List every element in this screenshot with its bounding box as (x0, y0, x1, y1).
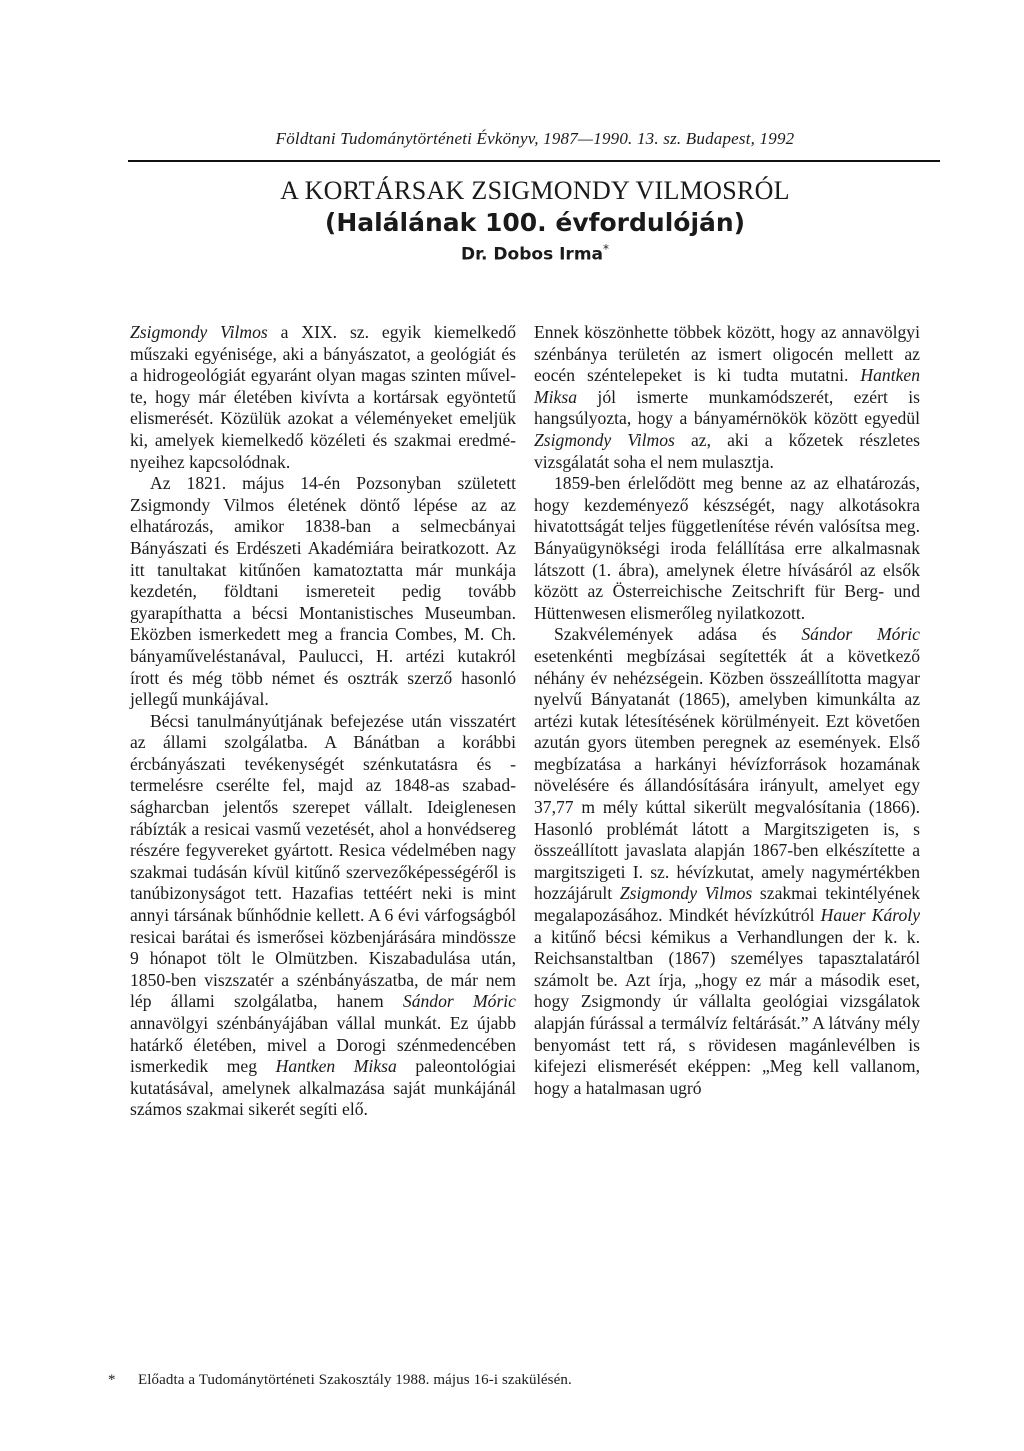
paragraph-text: paleontológiai kutatásával, amelynek alkalmazása saját munkájánál számos szakmai sikerét segíti elő. (130, 1056, 516, 1120)
paragraph-text: Ennek köszönhette többek között, hogy az annavölgyi szénbánya területén az ismert oligocén mellett az eocén széntelepeket is ki tudta mutatni. (534, 322, 920, 386)
footnote-mark: * (108, 1372, 116, 1388)
person-name: Hauer Károly (820, 905, 920, 926)
paragraph (130, 711, 516, 1121)
paragraph-text: esetenkénti megbízásai segítették át a következő néhány év nehézségein. Közben összeállította magyar nyelvű Bányatanát (1865), amelyben kimunkálta az artézi kutak létesítésének körülményeit. Ezt követően azután gyors ütemben peregnek az események. Első megbízatása a harkányi hévízforrások hozamának növelésére és állandósítására irányult, amelyet egy 37,77 m mély kúttal sikerült megvalósítania (1866). Hasonló problémát látott a Margitszigeten is, s összeállított javaslata alapján 1867-ben elkészítette a margitszigeti I. sz. hévízkutat, amely nagymértékben hozzájárult (534, 645, 920, 904)
paragraph-text: Szakvélemények adása és (554, 624, 802, 645)
person-name: Hantken Miksa (534, 365, 920, 407)
person-name: Zsigmondy Vilmos (619, 883, 753, 904)
running-head: Földtani Tudománytörténeti Évkönyv, 1987—1990. 13. sz. Budapest, 1992 (275, 129, 795, 148)
paragraph-text: 1859-ben érlelődött meg benne az az elhatározás, hogy kezdeményező készségét, nagy alkotásokra hivatottságát teljes függetlenítése révén valósítsa meg. Bányaügynökségi iroda felállítása erre alkalmasnak látszott (1. ábra), amelynek életre hívásáról az elsők között az Österreichische Zeitschrift für Berg- und Hüttenwesen elismerőleg nyilatkozott. (534, 473, 920, 623)
paragraph (534, 624, 920, 1099)
paragraph-text: annavölgyi szénbányájában vállal munkát. Ez újabb határkő életében, mivel a Dorogi szénmedencében ismerkedik meg (130, 1013, 516, 1077)
header-rule (128, 160, 940, 162)
article-title: A KORTÁRSAK ZSIGMONDY VILMOSRÓL (280, 176, 790, 205)
person-name: Hantken Miksa (275, 1056, 397, 1077)
paragraph-text: a XIX. sz. egyik kiemelkedő műszaki egyénisége, aki a bányászatot, a geológiát és a hidrogeológiát egyaránt olyan magas szinten művelte, hogy már életében kivívta a kortársak egyöntetű elismerését. Közülük azokat a véleményeket emeljük ki, amelyek kiemelkedő közéleti és szakmai eredményeihez kapcsolódnak. (130, 322, 517, 472)
paragraph (130, 322, 516, 473)
paragraph-text: jól ismerte munkamódszerét, ezért is hangsúlyozta, hogy a bányamérnökök között egyedül (534, 386, 920, 429)
author-name: Dr. Dobos Irma (460, 244, 604, 265)
article-subtitle: (Halálának 100. évfordulóján) (324, 208, 746, 237)
person-name: Sándor Móric (402, 991, 516, 1012)
paragraph (130, 473, 516, 711)
paragraph (534, 322, 920, 473)
paragraph-text: az, aki a kőzetek részletes vizsgálatát soha el nem mulasztja. (534, 429, 920, 472)
person-name: Sándor Móric (801, 624, 920, 645)
article-author (130, 242, 940, 265)
left-column (130, 322, 516, 1121)
person-name: Zsigmondy Vilmos (534, 429, 675, 450)
paragraph (534, 473, 920, 624)
footnote-text: Előadta a Tudománytörténeti Szakosztály 1988. május 16-i szakülésén. (138, 1372, 572, 1388)
right-column (534, 322, 920, 1099)
paragraph-text: Bécsi tanulmányútjának befejezése után visszatért az állami szolgálatba. A Bánátban a korábbi ércbányászati tevékenységét szénkutatásra és -termelésre cserélte fel, majd az 1848-as szabadságharcban jelentős szerepet vállalt. Ideiglenesen rábízták a resicai vasmű vezetését, ahol a honvédsereg részére fegyvereket gyártott. Resica védelmében nagy szakmai tudásán kívül kitűnő szervezőképességéről is tanúbizonyságot tett. Hazafias tettéért neki is mint annyi társának bűnhődnie kellett. A 6 évi várfogságból resicai barátai és ismerősei közbenjárására mindössze 9 hónapot tölt le Olmützben. Kiszabadulása után, 1850-ben viszszatér a szénbányászatba, de már nem lép állami szolgálatba, hanem (130, 710, 516, 1012)
author-footnote-mark: * (603, 242, 610, 256)
paragraph-text: szakmai tekintélyének megalapozásához. Mindkét hévízkútról (534, 883, 920, 926)
person-name: Zsigmondy Vilmos (130, 322, 268, 342)
paragraph-text: Az 1821. május 14-én Pozsonyban született Zsigmondy Vilmos életének döntő lépése az az elhatározás, amikor 1838-ban a selmecbányai Bányászati és Erdészeti Akadémiára beiratkozott. Az itt tanultakat kitűnően kamatoztatta már munkája kezdetén, földtani ismereteit pedig tovább gyarapíthatta a bécsi Montanistisches Museumban. Eközben ismerkedett meg a francia Combes, M. Ch. bányaműveléstanával, Paulucci, H. artézi kutakról írott és még több német és osztrák szerző hasonló jellegű munkájával. (130, 473, 516, 710)
footnote (108, 1372, 938, 1389)
paragraph-text: a kitűnő bécsi kémikus a Verhandlungen der k. k. Reichsanstaltban (1867) személyes tapasztalatáról számolt be. Azt írja, „hogy ez már a második eset, hogy Zsigmondy úr vállalta geológiai vizsgálatok alapján fúrással a termálvíz feltárását.” A látvány mély benyomást tett rá, s rövidesen magánlevélben is kifejezi elismerését eképpen: „Meg kell vallanom, hogy a hatalmasan ugró (534, 926, 920, 1098)
